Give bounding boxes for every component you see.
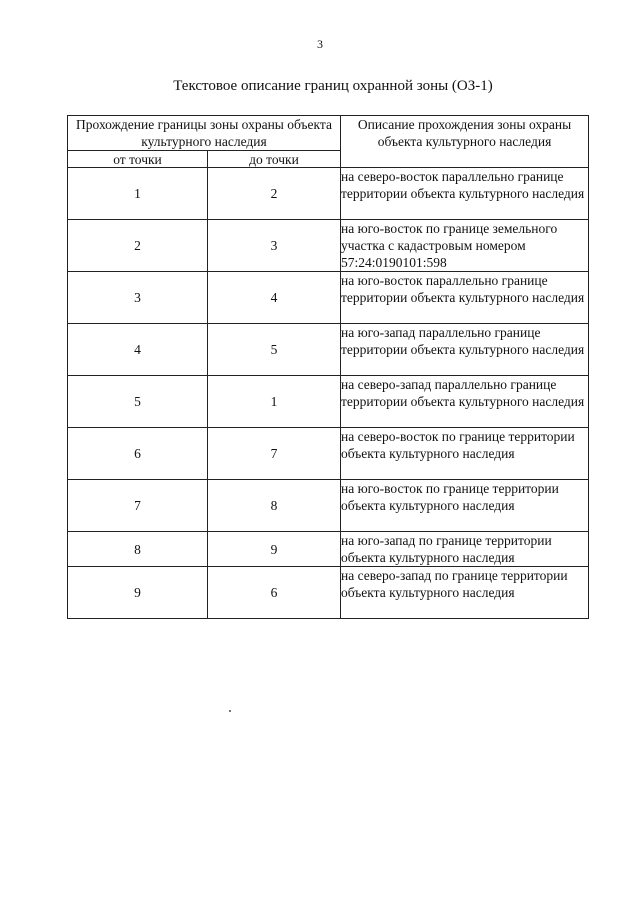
description-cell: на северо-запад параллельно границе территории объекта культурного наследия [341,376,589,428]
table-row [68,428,589,480]
from-point-cell: 6 [68,428,208,480]
table-row [68,324,589,376]
description-cell: на юго-запад по границе территории объекта культурного наследия [341,532,589,567]
to-point-cell: 5 [208,324,341,376]
description-cell: на юго-восток параллельно границе территории объекта культурного наследия [341,272,589,324]
table-row [68,532,589,567]
to-point-cell: 8 [208,480,341,532]
description-cell: на северо-восток по границе территории объекта культурного наследия [341,428,589,480]
to-point-cell: 6 [208,567,341,619]
description-cell: на северо-запад по границе территории объекта культурного наследия [341,567,589,619]
table-row [68,567,589,619]
from-point-cell: 8 [68,532,208,567]
from-point-cell: 4 [68,324,208,376]
from-point-cell: 7 [68,480,208,532]
table-row [68,220,589,272]
from-point-cell: 3 [68,272,208,324]
header-description: Описание прохождения зоны охраны объекта культурного наследия [341,116,589,168]
description-cell: на северо-восток параллельно границе территории объекта культурного наследия [341,168,589,220]
to-point-cell: 2 [208,168,341,220]
from-point-cell: 1 [68,168,208,220]
scan-speck [229,710,231,712]
to-point-cell: 9 [208,532,341,567]
table-row [68,480,589,532]
boundary-table [67,115,589,619]
header-to-point: до точки [208,151,341,168]
header-from-point: от точки [68,151,208,168]
from-point-cell: 2 [68,220,208,272]
table-row [68,376,589,428]
to-point-cell: 4 [208,272,341,324]
table-row [68,168,589,220]
description-cell: на юго-запад параллельно границе территории объекта культурного наследия [341,324,589,376]
to-point-cell: 1 [208,376,341,428]
document-title: Текстовое описание границ охранной зоны (ОЗ-1) [173,78,493,94]
to-point-cell: 7 [208,428,341,480]
description-cell: на юго-восток по границе земельного участка с кадастровым номером 57:24:0190101:598 [341,220,589,272]
description-cell: на юго-восток по границе территории объекта культурного наследия [341,480,589,532]
from-point-cell: 9 [68,567,208,619]
page-number: 3 [317,37,323,51]
to-point-cell: 3 [208,220,341,272]
from-point-cell: 5 [68,376,208,428]
header-boundary-passage: Прохождение границы зоны охраны объекта культурного наследия [68,116,341,151]
table-row [68,272,589,324]
